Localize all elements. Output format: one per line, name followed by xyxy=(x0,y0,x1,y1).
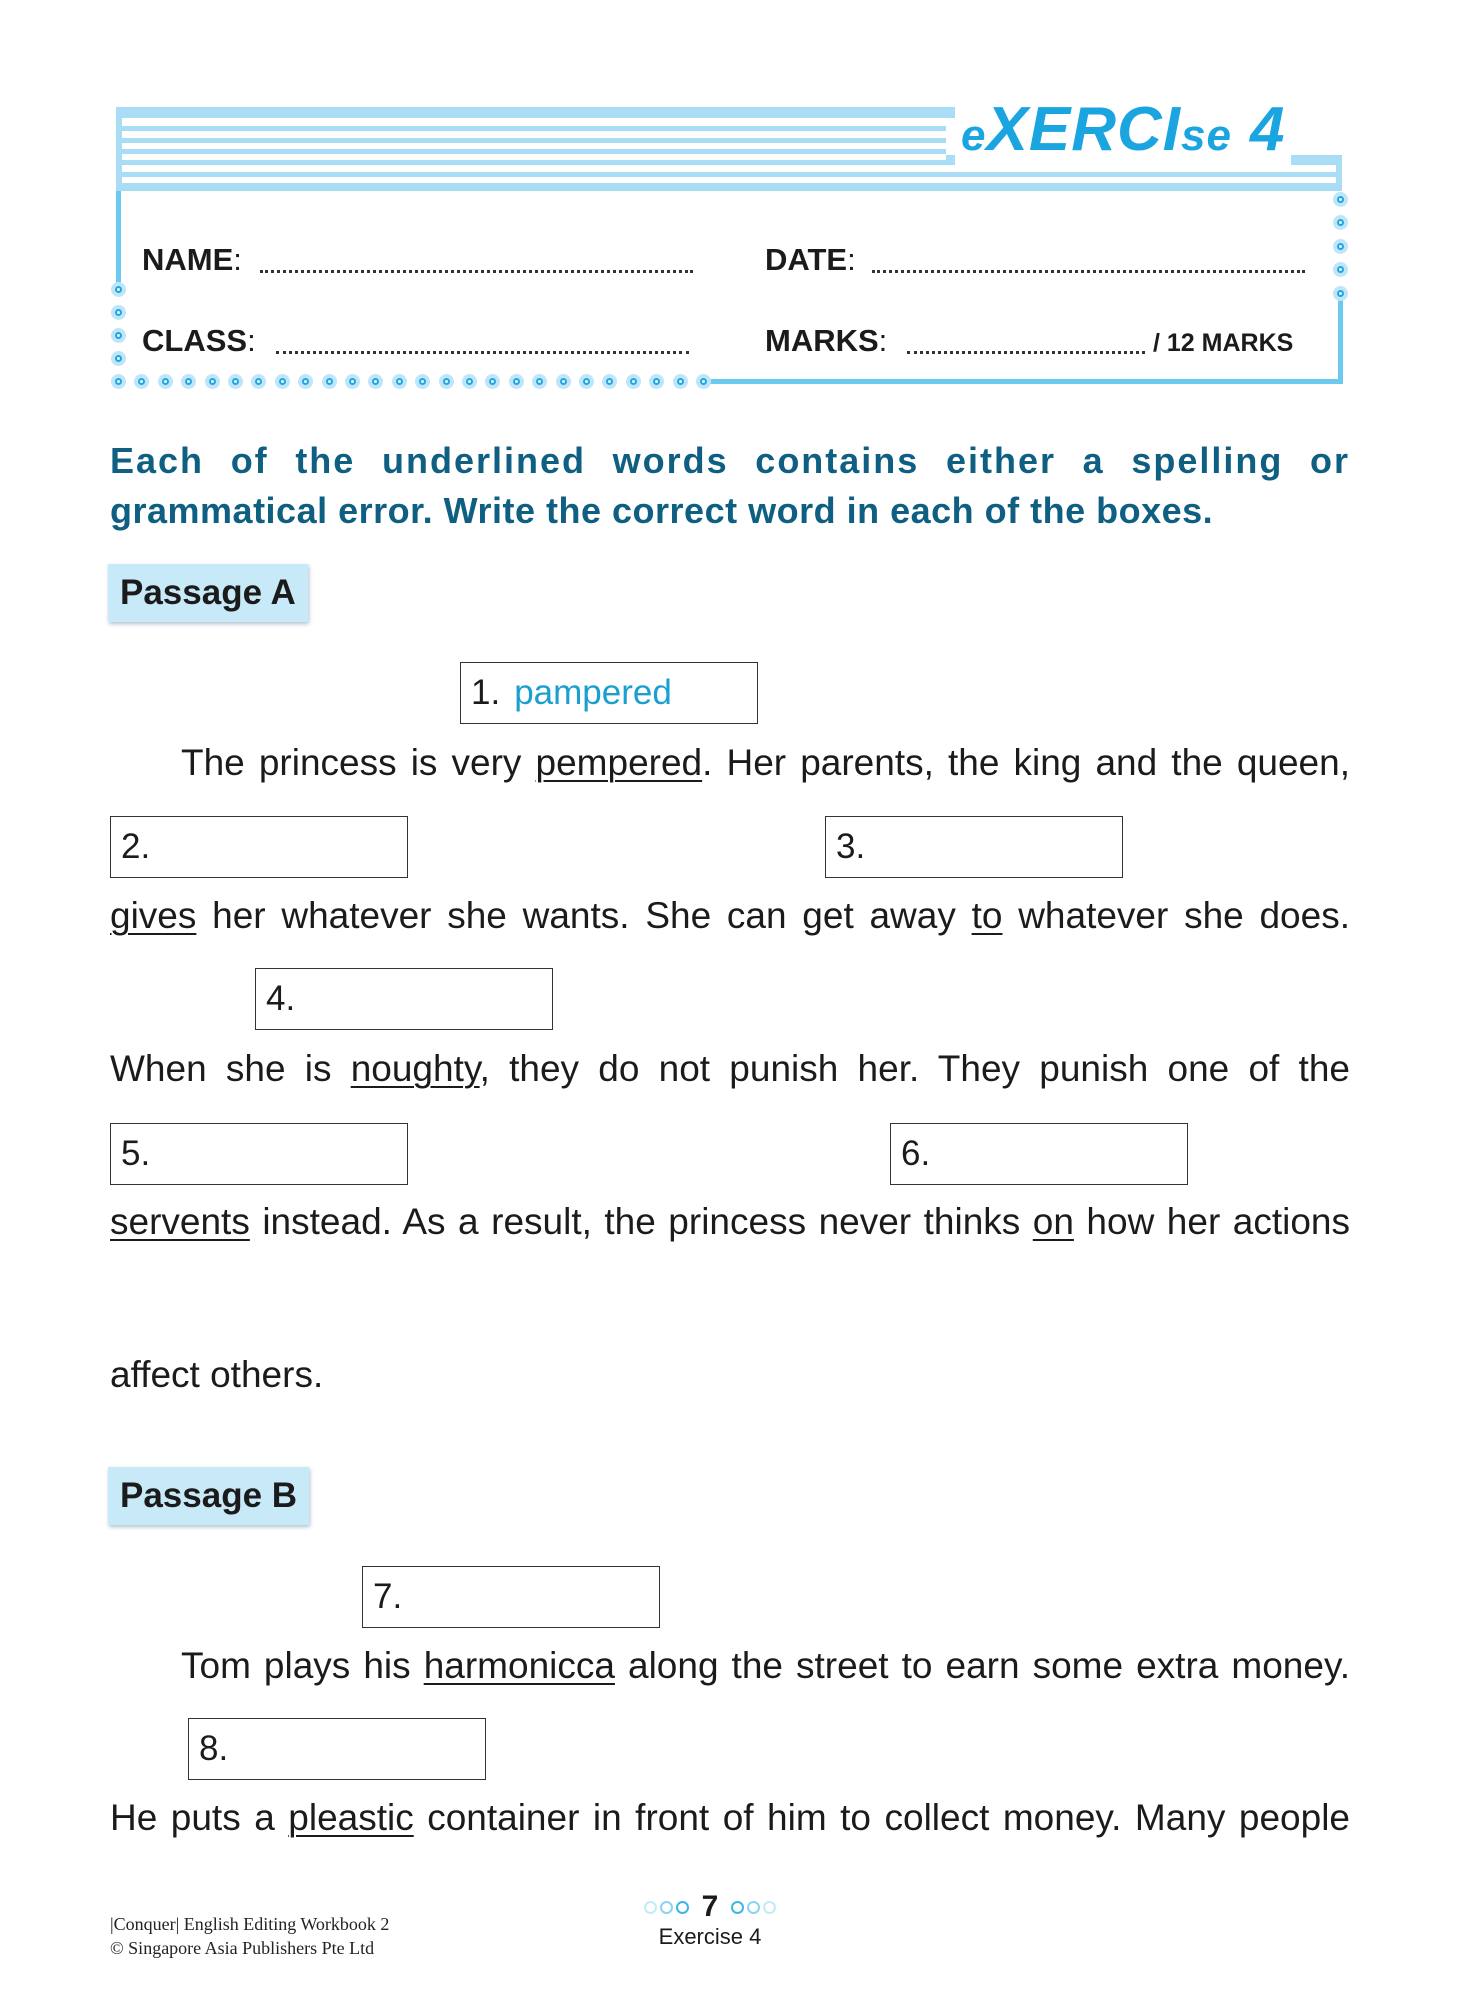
frame-dot-icon xyxy=(111,351,126,366)
frame-dot-icon xyxy=(158,374,173,389)
frame-dot-icon xyxy=(181,374,196,389)
header-stripe xyxy=(116,126,946,131)
frame-dot-icon xyxy=(602,374,617,389)
frame-dot-icon xyxy=(111,328,126,343)
marks-total: / 12 MARKS xyxy=(1153,329,1294,357)
date-label-text: DATE xyxy=(765,242,848,277)
section-label: Exercise 4 xyxy=(658,1924,762,1949)
marks-label-text: MARKS xyxy=(765,323,879,358)
header-stripe xyxy=(116,107,961,118)
text-segment: The princess is very xyxy=(181,742,536,783)
footer-page xyxy=(600,1892,820,1952)
title-part: e xyxy=(1206,111,1232,160)
error-word: pleastic xyxy=(288,1797,414,1838)
box-number: 2. xyxy=(121,827,151,866)
header-stripe xyxy=(116,160,946,165)
header-stripe-right xyxy=(1336,155,1342,191)
ring-icon xyxy=(763,1901,776,1914)
text-segment: along the street to earn some extra money. xyxy=(614,1645,1350,1686)
error-word: noughty xyxy=(350,1048,480,1089)
frame-dot-icon xyxy=(415,374,430,389)
text-segment: , they do not punish her. They punish one of the xyxy=(479,1048,1350,1089)
frame-dot-icon xyxy=(322,374,337,389)
frame-dot-icon xyxy=(556,374,571,389)
passage-line xyxy=(181,1643,1350,1689)
answer-box-4[interactable] xyxy=(255,968,553,1030)
error-word: harmonicca xyxy=(423,1645,615,1686)
name-field[interactable] xyxy=(260,270,693,273)
box-number: 7. xyxy=(373,1577,403,1616)
frame-dot-icon xyxy=(392,374,407,389)
header-stripe xyxy=(116,172,1342,177)
frame-dot-icon xyxy=(205,374,220,389)
frame-right-bar xyxy=(1338,293,1343,384)
header-stripe-left xyxy=(116,107,122,191)
frame-dot-icon xyxy=(1333,192,1348,207)
frame-dot-icon xyxy=(696,374,711,389)
class-field[interactable] xyxy=(276,351,689,354)
error-word: pempered xyxy=(535,742,703,783)
text-segment: whatever she does. xyxy=(1002,895,1350,936)
text-segment: container in front of him to collect money. Many people xyxy=(413,1797,1350,1838)
frame-left-bar xyxy=(116,191,121,283)
header-stripe xyxy=(116,138,946,143)
frame-dot-icon xyxy=(462,374,477,389)
text-segment: her whatever she wants. She can get away xyxy=(196,895,972,936)
ring-icon xyxy=(644,1901,657,1914)
box-number: 4. xyxy=(266,979,296,1018)
ring-icon xyxy=(731,1901,744,1914)
error-word: on xyxy=(1032,1201,1074,1242)
frame-dot-icon xyxy=(485,374,500,389)
frame-dot-icon xyxy=(579,374,594,389)
title-part: X xyxy=(986,95,1029,164)
text-segment: . Her parents, the king and the queen, xyxy=(702,742,1350,783)
instruction-line: grammatical error. Write the correct word in each of the boxes. xyxy=(110,490,1214,531)
frame-dot-icon xyxy=(298,374,313,389)
marks-field[interactable] xyxy=(907,351,1145,354)
answer-box-1[interactable] xyxy=(460,662,758,724)
box-number: 5. xyxy=(121,1134,151,1173)
frame-dot-icon xyxy=(673,374,688,389)
frame-dot-icon xyxy=(1333,215,1348,230)
frame-dot-icon xyxy=(1333,262,1348,277)
frame-dot-icon xyxy=(134,374,149,389)
passage-line xyxy=(110,1046,1350,1092)
title-part: e xyxy=(961,111,987,160)
error-word: servents xyxy=(110,1201,250,1242)
frame-dot-icon xyxy=(111,282,126,297)
class-label-text: CLASS xyxy=(142,323,248,358)
box-number: 8. xyxy=(199,1729,229,1768)
passage-line xyxy=(110,1199,1350,1245)
answer-box-8[interactable] xyxy=(188,1718,486,1780)
ring-icon xyxy=(660,1901,673,1914)
frame-dot-icon xyxy=(1333,239,1348,254)
answer-box-3[interactable] xyxy=(825,816,1123,878)
text-segment: He puts a xyxy=(110,1797,289,1838)
frame-dot-icon xyxy=(345,374,360,389)
instructions xyxy=(110,436,1350,536)
copyright: © Singapore Asia Publishers Pte Ltd xyxy=(110,1938,375,1958)
text-segment: When she is xyxy=(110,1048,351,1089)
box-number: 3. xyxy=(836,827,866,866)
passage-line: affect others. xyxy=(110,1354,324,1395)
instruction-line: Each of the underlined words contains either a spelling or xyxy=(110,440,1350,481)
frame-bottom-bar xyxy=(703,379,1343,384)
frame-dot-icon xyxy=(368,374,383,389)
date-field[interactable] xyxy=(872,270,1305,273)
page-number: 7 xyxy=(701,1890,719,1923)
date-label: DATE: xyxy=(765,242,856,277)
page-number-row xyxy=(600,1892,820,1922)
answer-box-6[interactable] xyxy=(890,1123,1188,1185)
frame-dot-icon xyxy=(111,305,126,320)
frame-dot-icon xyxy=(228,374,243,389)
box-number: 6. xyxy=(901,1134,931,1173)
frame-dot-icon xyxy=(509,374,524,389)
answer-box-5[interactable] xyxy=(110,1123,408,1185)
error-word: to xyxy=(971,895,1003,936)
passage-line xyxy=(110,1795,1350,1841)
answer-box-7[interactable] xyxy=(362,1566,660,1628)
answer-box-2[interactable] xyxy=(110,816,408,878)
header-stripe xyxy=(116,183,1342,191)
frame-dot-icon xyxy=(1333,286,1348,301)
error-word: gives xyxy=(110,895,197,936)
class-label: CLASS: xyxy=(142,323,256,358)
text-segment: how her actions xyxy=(1073,1201,1350,1242)
frame-dot-icon xyxy=(251,374,266,389)
book-title: |Conquer| English Editing Workbook 2 xyxy=(110,1914,390,1934)
frame-dot-icon xyxy=(626,374,641,389)
title-part: ERCI xyxy=(1028,95,1181,164)
footer-book-info xyxy=(110,1912,389,1960)
frame-dot-icon xyxy=(532,374,547,389)
frame-dot-icon xyxy=(111,374,126,389)
exercise-title xyxy=(955,96,1291,170)
frame-dot-icon xyxy=(649,374,664,389)
passage-line xyxy=(181,740,1350,786)
marks-label: MARKS: xyxy=(765,323,888,358)
frame-dot-icon xyxy=(439,374,454,389)
name-label: NAME: xyxy=(142,242,242,277)
box-answer: pampered xyxy=(514,673,672,712)
name-label-text: NAME xyxy=(142,242,234,277)
text-segment: instead. As a result, the princess never thinks xyxy=(249,1201,1033,1242)
exercise-number: 4 xyxy=(1249,95,1286,164)
frame-dot-icon xyxy=(275,374,290,389)
passage-line xyxy=(110,893,1350,939)
text-segment: Tom plays his xyxy=(181,1645,424,1686)
header-stripe xyxy=(116,149,946,154)
passage-b-label: Passage B xyxy=(108,1467,309,1525)
ring-icon xyxy=(747,1901,760,1914)
passage-a-label: Passage A xyxy=(108,564,308,622)
box-number: 1. xyxy=(471,673,501,712)
title-part: s xyxy=(1180,111,1207,160)
ring-icon xyxy=(676,1901,689,1914)
